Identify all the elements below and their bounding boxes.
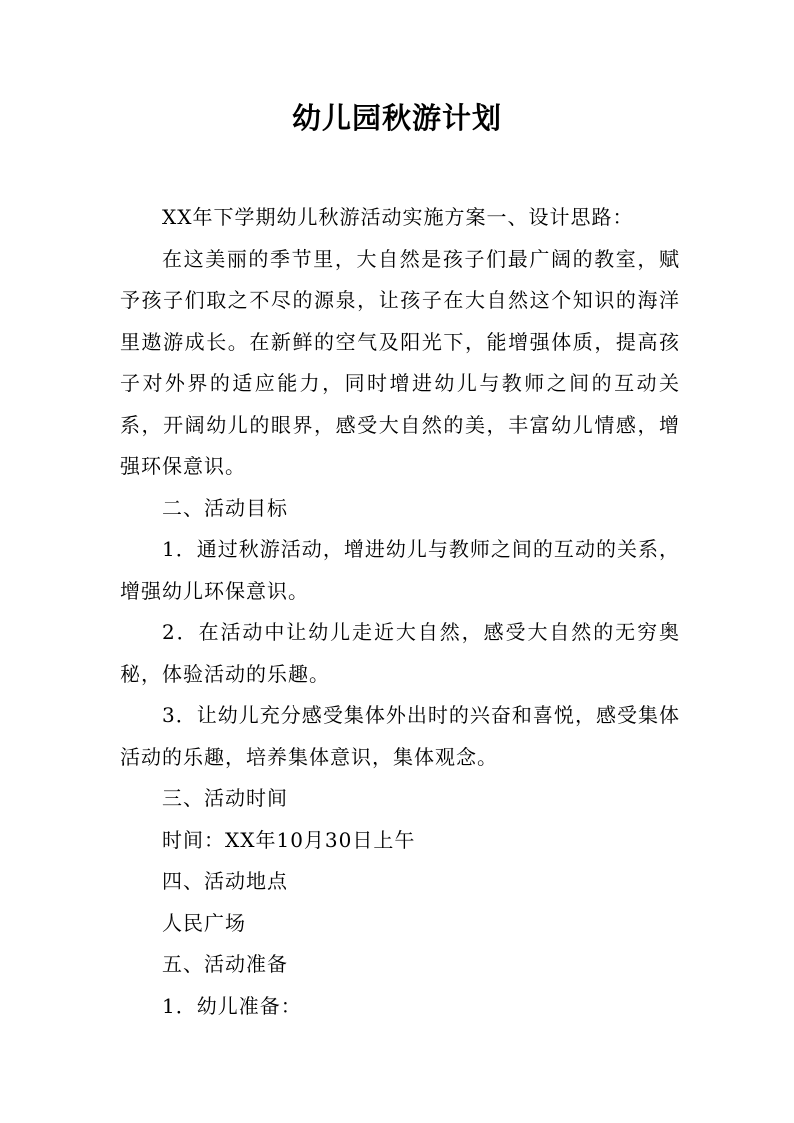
section-heading-goals: 二、活动目标 (162, 495, 288, 520)
document-body (120, 197, 680, 1027)
section-heading-preparation: 五、活动准备 (162, 952, 288, 976)
activity-time: 时间：XX年10月30日上午 (162, 827, 416, 852)
section-heading-time: 三、活动时间 (162, 786, 288, 810)
paragraph-intro-heading: XX年下学期幼儿秋游活动实施方案一、设计思路： (162, 205, 634, 229)
section-heading-location: 四、活动地点 (162, 869, 288, 893)
goal-item-1: 1．通过秋游活动，增进幼儿与教师之间的互动的关系，增强幼儿环保意识。 (120, 537, 680, 603)
preparation-item-1: 1．幼儿准备： (162, 993, 302, 1018)
goal-item-2: 2．在活动中让幼儿走近大自然，感受大自然的无穷奥秘，体验活动的乐趣。 (120, 620, 680, 686)
paragraph-design-idea: 在这美丽的季节里，大自然是孩子们最广阔的教室，赋予孩子们取之不尽的源泉，让孩子在大自然这个知识的海洋里遨游成长。在新鲜的空气及阳光下，能增强体质，提高孩子对外界的适应能力，同时增进幼儿与教师之间的互动关系，开阔幼儿的眼界，感受大自然的美，丰富幼儿情感，增强环保意识。 (120, 246, 680, 478)
activity-location: 人民广场 (162, 910, 246, 935)
goal-item-3: 3．让幼儿充分感受集体外出时的兴奋和喜悦，感受集体活动的乐趣，培养集体意识，集体观念。 (120, 703, 680, 769)
document-title: 幼儿园秋游计划 (291, 101, 502, 135)
